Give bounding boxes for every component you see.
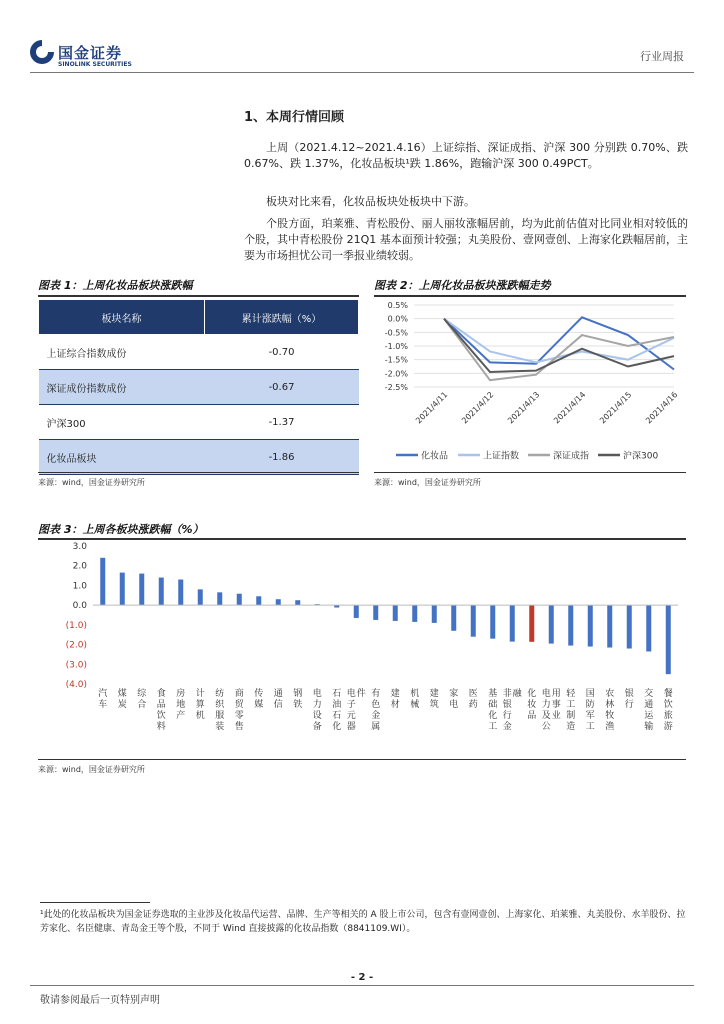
svg-text:业: 业 — [551, 711, 561, 721]
x-category-label — [469, 688, 478, 710]
svg-text:装: 装 — [215, 722, 225, 732]
table-cell-value: -0.70 — [205, 335, 359, 370]
svg-text:石: 石 — [332, 711, 342, 721]
svg-text:游: 游 — [663, 722, 673, 732]
x-tick-label: 2021/4/15 — [598, 390, 634, 426]
figure2-source: 来源：wind，国金证券研究所 — [374, 478, 481, 487]
bar — [393, 605, 398, 621]
svg-text:材: 材 — [390, 700, 400, 710]
figure3-bottom-rule — [38, 759, 686, 760]
x-category-label — [586, 688, 595, 732]
svg-text:渔: 渔 — [605, 722, 615, 732]
svg-text:备: 备 — [312, 722, 322, 732]
svg-text:电: 电 — [449, 700, 459, 710]
series-line — [444, 319, 674, 381]
x-category-label — [235, 687, 245, 732]
svg-text:设: 设 — [312, 711, 322, 721]
y-tick-label: 0.0% — [387, 314, 408, 324]
bar — [529, 605, 534, 642]
svg-text:公: 公 — [541, 722, 551, 732]
legend-label: 上证指数 — [483, 451, 520, 462]
bar — [139, 574, 144, 606]
x-category-label — [644, 687, 654, 732]
section-title: 1、本周行情回顾 — [244, 110, 345, 125]
x-category-label — [176, 687, 185, 721]
svg-text:旅: 旅 — [663, 711, 673, 721]
svg-text:子: 子 — [346, 700, 356, 710]
svg-text:售: 售 — [234, 722, 244, 732]
brand-logo-icon — [30, 40, 54, 64]
svg-text:件: 件 — [356, 689, 366, 699]
svg-text:银: 银 — [624, 689, 634, 699]
x-category-label — [371, 687, 380, 732]
svg-text:通: 通 — [644, 700, 654, 710]
figure1-bottom-rule — [38, 472, 359, 473]
bar — [237, 594, 242, 605]
svg-text:药: 药 — [468, 700, 478, 710]
table-header-change: 累计涨跌幅（%） — [205, 300, 359, 335]
svg-text:色: 色 — [371, 700, 381, 710]
bar — [646, 605, 651, 651]
table-cell-name: 沪深300 — [39, 405, 205, 440]
svg-text:机: 机 — [195, 711, 205, 721]
x-category-label — [527, 687, 536, 721]
svg-text:行: 行 — [624, 700, 634, 710]
bar — [471, 605, 476, 637]
svg-text:品: 品 — [527, 711, 537, 721]
table-cell-name: 深证成份指数成份 — [39, 370, 205, 405]
table-row — [39, 405, 359, 440]
svg-text:妆: 妆 — [527, 700, 537, 710]
bar — [256, 596, 261, 605]
x-tick-label: 2021/4/13 — [506, 390, 542, 426]
x-category-label — [503, 687, 523, 732]
legend-label: 深证成指 — [553, 451, 590, 462]
figure1-source: 来源：wind，国金证券研究所 — [38, 478, 145, 487]
figure2-title: 图表 2：上周化妆品板块涨跌幅走势 — [374, 279, 551, 292]
bar — [354, 605, 359, 618]
svg-text:力: 力 — [541, 700, 551, 710]
x-category-label — [347, 687, 366, 732]
x-category-label — [625, 687, 634, 710]
legend-label: 沪深300 — [623, 451, 659, 462]
svg-text:用: 用 — [551, 689, 561, 699]
line-chart — [374, 297, 686, 472]
table-cell-name: 化妆品板块 — [39, 440, 205, 475]
svg-text:传: 传 — [254, 689, 264, 699]
footnote: ¹此处的化妆品板块为国金证券选取的主业涉及化妆品代运营、品牌、生产等相关的 A 股上市公司，包含有壹网壹创、上海家化、珀莱雅、丸美股份、水羊股份、拉芳家化、名臣健康、青岛金王等个股，不同于 Wind 直接披露的化妆品指数（8841109.WI）。 — [40, 910, 686, 934]
svg-text:农: 农 — [605, 689, 615, 699]
bar — [568, 605, 573, 645]
figure1-title: 图表 1：上周化妆品板块涨跌幅 — [38, 279, 193, 292]
y-tick-label: -2.0% — [384, 369, 408, 379]
svg-text:建: 建 — [429, 689, 439, 699]
y-tick-label: (4.0) — [65, 680, 87, 690]
svg-text:算: 算 — [195, 700, 205, 710]
svg-text:铁: 铁 — [293, 700, 303, 710]
figure2-bottom-rule — [374, 472, 686, 473]
paragraph-stocks: 个股方面，珀莱雅、青松股份、丽人丽妆涨幅居前，均为此前估值对比同业相对较低的个股，其中青松股份 21Q1 基本面预计较强；丸美股份、壹网壹创、上海家化跌幅居前，主要为市场担忧公司一季报业绩较弱。 — [244, 217, 688, 262]
brand-name: 国金证券 — [58, 44, 123, 62]
svg-text:林: 林 — [605, 700, 615, 710]
figure1-table — [38, 299, 359, 475]
svg-text:饮: 饮 — [663, 700, 673, 710]
x-category-label — [98, 687, 107, 710]
svg-text:输: 输 — [644, 722, 654, 732]
header-divider — [30, 72, 694, 73]
y-tick-label: -1.0% — [384, 342, 408, 351]
y-tick-label: -0.5% — [384, 328, 408, 338]
svg-text:餐: 餐 — [663, 689, 673, 699]
table-cell-value: -0.67 — [205, 370, 359, 405]
svg-text:工: 工 — [585, 722, 595, 732]
svg-text:油: 油 — [332, 700, 342, 710]
svg-text:电: 电 — [541, 689, 551, 699]
svg-text:军: 军 — [585, 711, 595, 721]
bar — [607, 605, 612, 647]
svg-text:电: 电 — [312, 689, 322, 699]
x-tick-label: 2021/4/11 — [414, 390, 450, 426]
svg-text:钢: 钢 — [293, 689, 303, 699]
paragraph-summary: 上周（2021.4.12~2021.4.16）上证综指、深证成指、沪深 300 分别跌 0.70%、跌 0.67%、跌 1.37%，化妆品板块¹跌 1.86%，跑输沪深 300 0.49PCT。 — [244, 141, 688, 170]
y-tick-label: 2.0 — [72, 561, 87, 572]
svg-text:工: 工 — [566, 700, 576, 710]
bar — [588, 605, 593, 646]
svg-text:计: 计 — [195, 689, 205, 699]
svg-text:品: 品 — [156, 700, 166, 710]
x-category-label — [254, 687, 263, 710]
figure1-rule — [38, 295, 359, 297]
bar — [159, 578, 164, 606]
svg-text:及: 及 — [541, 711, 551, 721]
x-category-label — [605, 687, 614, 732]
svg-text:工: 工 — [488, 722, 498, 732]
svg-text:料: 料 — [156, 722, 166, 732]
y-tick-label: -1.5% — [384, 355, 408, 365]
svg-text:造: 造 — [566, 722, 576, 732]
svg-text:行: 行 — [502, 711, 512, 721]
table-cell-name: 上证综合指数成份 — [39, 335, 205, 370]
brand-name-en: SINOLINK SECURITIES — [58, 61, 132, 68]
svg-text:车: 车 — [98, 700, 108, 710]
svg-text:贸: 贸 — [234, 700, 244, 710]
svg-text:产: 产 — [176, 711, 186, 721]
bar — [276, 599, 281, 605]
figure3-title: 图表 3：上周各板块涨跌幅（%） — [38, 523, 204, 536]
legend-label: 化妆品 — [421, 451, 449, 462]
svg-text:银: 银 — [502, 700, 512, 710]
svg-text:建: 建 — [390, 689, 400, 699]
table-header-name: 板块名称 — [39, 300, 205, 335]
svg-text:炭: 炭 — [117, 700, 127, 710]
x-category-label — [274, 688, 283, 710]
svg-text:础: 础 — [488, 700, 498, 710]
bar — [490, 605, 495, 639]
svg-text:石: 石 — [332, 689, 342, 699]
svg-text:力: 力 — [312, 700, 322, 710]
svg-text:煤: 煤 — [117, 689, 127, 699]
svg-text:属: 属 — [371, 722, 381, 732]
svg-text:机: 机 — [410, 689, 420, 699]
svg-text:基: 基 — [488, 689, 498, 699]
footnote-divider — [40, 902, 150, 903]
section-label: 行业周报 — [640, 50, 684, 63]
bar — [627, 605, 632, 648]
svg-text:信: 信 — [273, 700, 283, 710]
svg-text:元: 元 — [346, 711, 356, 721]
svg-text:媒: 媒 — [254, 700, 264, 710]
svg-text:制: 制 — [566, 711, 576, 721]
x-category-label — [137, 687, 147, 710]
svg-text:综: 综 — [137, 689, 147, 699]
bar — [120, 573, 125, 606]
svg-text:织: 织 — [215, 700, 225, 710]
x-category-label — [293, 687, 302, 710]
table-row — [39, 335, 359, 370]
footer-divider — [30, 985, 694, 986]
bar — [178, 580, 183, 606]
x-category-label — [391, 687, 400, 710]
x-category-label — [430, 687, 439, 710]
bar — [451, 605, 456, 631]
svg-text:牧: 牧 — [605, 711, 615, 721]
disclaimer: 敬请参阅最后一页特别声明 — [40, 995, 160, 1006]
table-row — [39, 440, 359, 475]
x-category-label — [332, 688, 341, 732]
bar — [432, 605, 437, 623]
svg-text:食: 食 — [156, 689, 166, 699]
bar — [373, 605, 378, 620]
bar — [549, 605, 554, 643]
x-category-label — [488, 687, 497, 732]
svg-text:非: 非 — [502, 689, 512, 699]
y-tick-label: 3.0 — [72, 542, 87, 552]
x-category-label — [410, 687, 419, 710]
svg-text:国: 国 — [585, 689, 595, 699]
svg-text:有: 有 — [371, 689, 381, 699]
bar — [666, 605, 671, 674]
svg-text:事: 事 — [551, 700, 561, 710]
paragraph-comparison: 板块对比来看，化妆品板块处板块中下游。 — [266, 195, 475, 208]
svg-text:器: 器 — [346, 722, 356, 732]
y-tick-label: (3.0) — [65, 660, 87, 671]
svg-text:服: 服 — [215, 711, 225, 721]
svg-text:商: 商 — [234, 689, 244, 699]
svg-text:家: 家 — [449, 689, 459, 699]
x-category-label — [664, 687, 673, 732]
y-tick-label: 0.5% — [387, 301, 408, 310]
svg-text:运: 运 — [644, 711, 654, 721]
bar — [295, 600, 300, 605]
bar — [100, 558, 105, 605]
svg-text:金: 金 — [371, 711, 381, 721]
svg-text:房: 房 — [176, 689, 186, 699]
svg-text:化: 化 — [332, 722, 342, 732]
y-tick-label: 0.0 — [72, 601, 87, 612]
bar — [412, 605, 417, 622]
svg-text:化: 化 — [488, 711, 498, 721]
svg-text:械: 械 — [410, 700, 420, 710]
svg-text:通: 通 — [273, 689, 283, 699]
svg-text:电: 电 — [346, 689, 356, 699]
svg-text:合: 合 — [137, 700, 147, 710]
bar — [198, 589, 203, 605]
svg-text:汽: 汽 — [98, 689, 108, 699]
x-tick-label: 2021/4/14 — [552, 390, 588, 426]
x-category-label — [542, 687, 561, 732]
x-category-label — [196, 687, 205, 721]
y-tick-label: (1.0) — [65, 620, 87, 631]
bar-chart — [38, 540, 686, 758]
table-cell-value: -1.86 — [205, 440, 359, 475]
x-category-label — [566, 687, 576, 732]
svg-text:饮: 饮 — [156, 711, 166, 721]
svg-text:轻: 轻 — [566, 689, 576, 699]
svg-text:防: 防 — [585, 700, 595, 710]
x-category-label — [215, 687, 225, 732]
x-category-label — [157, 687, 166, 732]
svg-text:融: 融 — [512, 689, 522, 699]
figure3-source: 来源：wind，国金证券研究所 — [38, 765, 145, 774]
svg-text:金: 金 — [502, 722, 512, 732]
svg-text:医: 医 — [468, 689, 478, 699]
x-category-label — [449, 687, 458, 710]
y-tick-label: -2.5% — [384, 383, 408, 392]
x-category-label — [118, 687, 127, 710]
y-tick-label: 1.0 — [72, 581, 87, 592]
table-cell-value: -1.37 — [205, 405, 359, 440]
x-category-label — [313, 687, 322, 732]
svg-text:地: 地 — [176, 700, 186, 710]
x-tick-label: 2021/4/12 — [460, 390, 496, 426]
svg-text:筑: 筑 — [429, 700, 439, 710]
bar — [217, 592, 222, 605]
svg-text:交: 交 — [644, 689, 654, 699]
svg-text:化: 化 — [527, 689, 537, 699]
x-tick-label: 2021/4/16 — [644, 390, 680, 426]
svg-text:零: 零 — [234, 711, 244, 721]
bar — [510, 605, 515, 641]
y-tick-label: (2.0) — [65, 640, 87, 651]
svg-text:纺: 纺 — [215, 689, 225, 699]
page-number: - 2 - — [350, 972, 374, 983]
table-row — [39, 370, 359, 405]
